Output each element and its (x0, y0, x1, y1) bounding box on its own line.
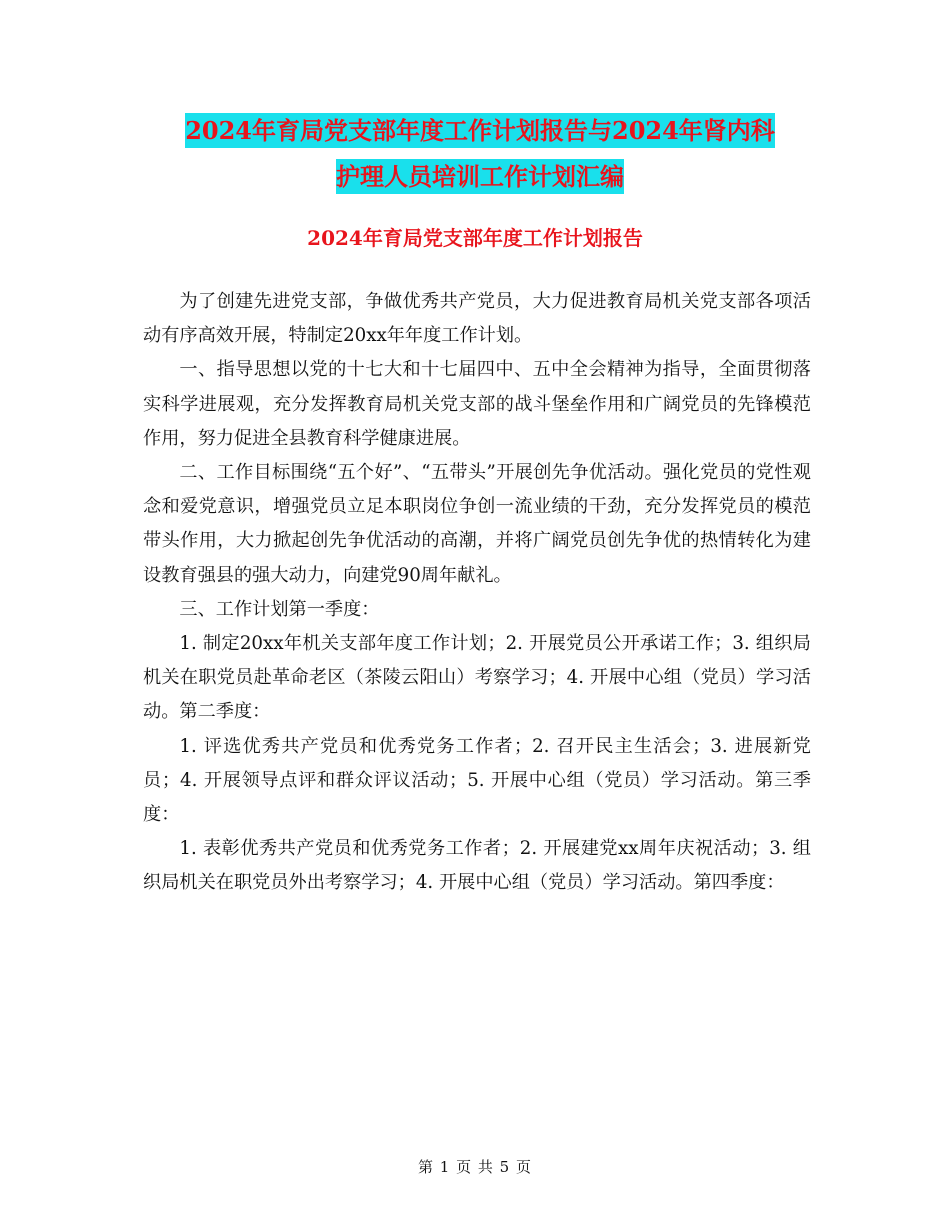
document-title-line-1: 2024年育局党支部年度工作计划报告与2024年肾内科 (185, 113, 775, 148)
paragraph-intro: 为了创建先进党支部，争做优秀共产党员，大力促进教育局机关党支部各项活动有序高效开展，特制定20xx年年度工作计划。 (143, 291, 811, 347)
paragraph-q1-items: 1. 制定20xx年机关支部年度工作计划；2. 开展党员公开承诺工作；3. 组织局机关在职党员赴革命老区（茶陵云阳山）考察学习；4. 开展中心组（党员）学习活动。第二季度： (143, 633, 811, 723)
paragraph-guiding-ideology: 一、指导思想以党的十七大和十七届四中、五中全会精神为指导，全面贯彻落实科学进展观，充分发挥教育局机关党支部的战斗堡垒作用和广阔党员的先锋模范作用，努力促进全县教育科学健康进展。 (143, 359, 811, 449)
paragraph-work-goals: 二、工作目标围绕“五个好”、“五带头”开展创先争优活动。强化党员的党性观念和爱党意识，增强党员立足本职岗位争创一流业绩的干劲，充分发挥党员的模范带头作用，大力掀起创先争优活动的高潮，并将广阔党员创先争优的热情转化为建设教育强县的强大动力，向建党90周年献礼。 (143, 462, 811, 586)
paragraph-work-plan-heading: 三、工作计划第一季度： (179, 598, 380, 620)
section-title: 2024年育局党支部年度工作计划报告 (307, 226, 643, 250)
paragraph-q2-items: 1. 评选优秀共产党员和优秀党务工作者；2. 召开民主生活会；3. 进展新党员；4. 开展领导点评和群众评议活动；5. 开展中心组（党员）学习活动。第三季度： (143, 735, 811, 826)
paragraph-q3-items: 1. 表彰优秀共产党员和优秀党务工作者；2. 开展建党xx周年庆祝活动；3. 组织局机关在职党员外出考察学习；4. 开展中心组（党员）学习活动。第四季度： (143, 838, 811, 894)
page-footer: 第 1 页 共 5 页 (418, 1158, 532, 1176)
body-text (143, 285, 811, 901)
document-title (140, 108, 820, 200)
document-title-line-2: 护理人员培训工作计划汇编 (336, 159, 624, 194)
